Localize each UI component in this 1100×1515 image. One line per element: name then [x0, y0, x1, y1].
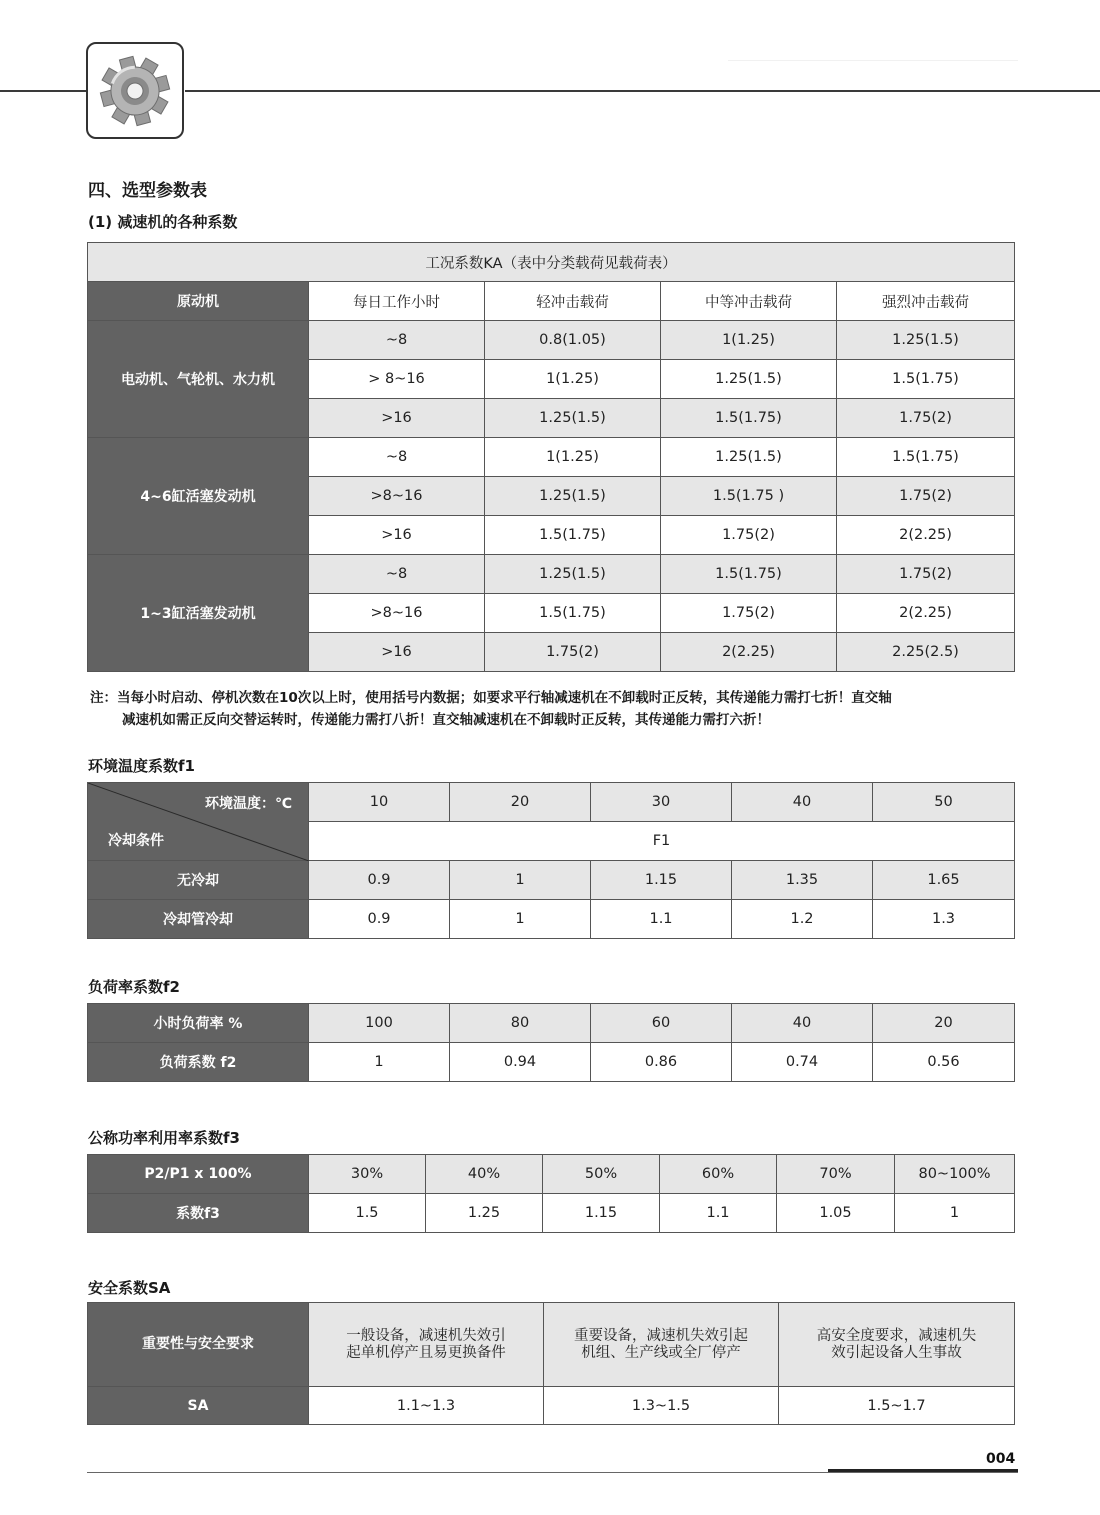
f3-value-cell: 1.5	[309, 1194, 426, 1233]
hours-cell: ~8	[309, 555, 485, 594]
f3-row-label: P2/P1 x 100%	[88, 1155, 309, 1194]
ka-header-medium: 中等冲击载荷	[661, 282, 837, 321]
prime-mover-label: 4~6缸活塞发动机	[88, 438, 309, 555]
light-load-cell: 1.25(1.5)	[485, 477, 661, 516]
heavy-load-cell: 1.75(2)	[837, 477, 1015, 516]
f2-value-cell: 40	[732, 1004, 873, 1043]
medium-load-cell: 1.5(1.75)	[661, 555, 837, 594]
heavy-load-cell: 1.25(1.5)	[837, 321, 1015, 360]
f3-row-label: 系数f3	[88, 1194, 309, 1233]
table-row	[88, 1303, 1015, 1387]
sa-requirement-cell	[309, 1303, 544, 1387]
medium-load-cell: 1.5(1.75)	[661, 399, 837, 438]
footer-rule	[87, 1472, 1018, 1473]
f1-value-cell: 0.9	[309, 900, 450, 939]
f3-value-cell: 1.15	[543, 1194, 660, 1233]
f1-value-cell: 1.15	[591, 861, 732, 900]
sa-value-cell: 1.1~1.3	[309, 1387, 544, 1425]
f3-title: 公称功率利用率系数f3	[88, 1129, 240, 1147]
ka-header-heavy: 强烈冲击载荷	[837, 282, 1015, 321]
f2-title: 负荷率系数f2	[88, 978, 180, 996]
light-load-cell: 1(1.25)	[485, 360, 661, 399]
light-load-cell: 1(1.25)	[485, 438, 661, 477]
hours-cell: >8~16	[309, 477, 485, 516]
f1-corner-cell	[88, 783, 309, 861]
light-load-cell: 1.75(2)	[485, 633, 661, 672]
temperature-header: 10	[309, 783, 450, 822]
f3-value-cell: 70%	[777, 1155, 895, 1194]
sa-value-cell: 1.5~1.7	[779, 1387, 1015, 1425]
table-row	[88, 555, 1015, 594]
requirement-line: 起单机停产且易更换备件	[346, 1344, 506, 1361]
light-load-cell: 0.8(1.05)	[485, 321, 661, 360]
f3-value-cell: 1.1	[660, 1194, 777, 1233]
page-number: 004	[986, 1451, 1016, 1467]
subsection-title: (1) 减速机的各种系数	[88, 213, 238, 231]
requirement-line: 一般设备，减速机失效引	[346, 1327, 506, 1344]
note-text	[90, 687, 1030, 731]
light-load-cell: 1.5(1.75)	[485, 594, 661, 633]
medium-load-cell: 1.5(1.75 )	[661, 477, 837, 516]
f1-value-cell: 1.2	[732, 900, 873, 939]
table-row	[88, 1004, 1015, 1043]
hours-cell: >16	[309, 633, 485, 672]
temperature-header: 50	[873, 783, 1015, 822]
hours-cell: >8~16	[309, 594, 485, 633]
medium-load-cell: 1.25(1.5)	[661, 438, 837, 477]
requirement-line: 高安全度要求，减速机失	[816, 1327, 977, 1344]
f3-value-cell: 60%	[660, 1155, 777, 1194]
f3-value-cell: 30%	[309, 1155, 426, 1194]
light-load-cell: 1.25(1.5)	[485, 555, 661, 594]
ka-header-hours: 每日工作小时	[309, 282, 485, 321]
ka-header-prime-mover: 原动机	[88, 282, 309, 321]
hours-cell: > 8~16	[309, 360, 485, 399]
requirement-line: 效引起设备人生事故	[831, 1344, 962, 1361]
sa-header-label: 重要性与安全要求	[88, 1303, 309, 1387]
prime-mover-label: 电动机、气轮机、水力机	[88, 321, 309, 438]
requirement-line: 重要设备，减速机失效引起	[574, 1327, 748, 1344]
power-utilization-f3-table	[87, 1154, 1015, 1233]
table-row	[88, 1155, 1015, 1194]
requirement-line: 机组、生产线或全厂停产	[581, 1344, 741, 1361]
medium-load-cell: 1(1.25)	[661, 321, 837, 360]
heavy-load-cell: 2(2.25)	[837, 516, 1015, 555]
hours-cell: >16	[309, 516, 485, 555]
heavy-load-cell: 1.75(2)	[837, 399, 1015, 438]
note-line-2: 减速机如需正反向交替运转时，传递能力需打八折！直交轴减速机在不卸载时正反转，其传递能力需打六折！	[122, 712, 770, 728]
f1-value-cell: 0.9	[309, 861, 450, 900]
cooling-condition-label: 无冷却	[88, 861, 309, 900]
f2-value-cell: 60	[591, 1004, 732, 1043]
light-load-cell: 1.25(1.5)	[485, 399, 661, 438]
table-row	[88, 1043, 1015, 1082]
sa-requirement-cell	[544, 1303, 779, 1387]
temperature-header: 20	[450, 783, 591, 822]
f2-value-cell: 0.56	[873, 1043, 1015, 1082]
f2-value-cell: 80	[450, 1004, 591, 1043]
f1-title: 环境温度系数f1	[88, 757, 195, 775]
cooling-condition-label: 冷却管冷却	[88, 900, 309, 939]
f2-row-label: 小时负荷率 %	[88, 1004, 309, 1043]
header-rule-faint	[728, 60, 1018, 61]
f1-value-cell: 1	[450, 861, 591, 900]
ka-header-light: 轻冲击载荷	[485, 282, 661, 321]
f2-value-cell: 0.94	[450, 1043, 591, 1082]
medium-load-cell: 1.75(2)	[661, 516, 837, 555]
safety-factor-sa-table	[87, 1302, 1015, 1425]
heavy-load-cell: 2(2.25)	[837, 594, 1015, 633]
medium-load-cell: 2(2.25)	[661, 633, 837, 672]
f2-row-label: 负荷系数 f2	[88, 1043, 309, 1082]
f3-value-cell: 40%	[426, 1155, 543, 1194]
f2-value-cell: 1	[309, 1043, 450, 1082]
corner-temperature-label: 环境温度：℃	[205, 796, 292, 812]
f2-value-cell: 100	[309, 1004, 450, 1043]
table-row	[88, 321, 1015, 360]
f3-value-cell: 80~100%	[895, 1155, 1015, 1194]
header-rule-right	[185, 90, 1100, 92]
f2-value-cell: 0.74	[732, 1043, 873, 1082]
service-factor-ka-table	[87, 242, 1015, 672]
f3-value-cell: 50%	[543, 1155, 660, 1194]
f1-value-cell: 1.1	[591, 900, 732, 939]
f3-value-cell: 1	[895, 1194, 1015, 1233]
heavy-load-cell: 1.75(2)	[837, 555, 1015, 594]
hours-cell: >16	[309, 399, 485, 438]
sa-title: 安全系数SA	[88, 1279, 171, 1297]
light-load-cell: 1.5(1.75)	[485, 516, 661, 555]
f1-value-cell: 1.3	[873, 900, 1015, 939]
f1-label: F1	[309, 822, 1015, 861]
table-row	[88, 861, 1015, 900]
sa-row-label: SA	[88, 1387, 309, 1425]
ka-table-caption: 工况系数KA（表中分类载荷见载荷表）	[88, 243, 1015, 282]
f1-value-cell: 1	[450, 900, 591, 939]
hours-cell: ~8	[309, 438, 485, 477]
sa-requirement-cell	[779, 1303, 1015, 1387]
temperature-header: 30	[591, 783, 732, 822]
medium-load-cell: 1.75(2)	[661, 594, 837, 633]
temperature-header: 40	[732, 783, 873, 822]
table-row	[88, 1194, 1015, 1233]
hours-cell: ~8	[309, 321, 485, 360]
heavy-load-cell: 2.25(2.5)	[837, 633, 1015, 672]
f3-value-cell: 1.05	[777, 1194, 895, 1233]
prime-mover-label: 1~3缸活塞发动机	[88, 555, 309, 672]
f1-value-cell: 1.35	[732, 861, 873, 900]
note-line-1: 注：当每小时启动、停机次数在10次以上时，使用括号内数据；如要求平行轴减速机在不卸载时正反转，其传递能力需打七折！直交轴	[90, 690, 892, 706]
heavy-load-cell: 1.5(1.75)	[837, 360, 1015, 399]
ambient-temperature-f1-table	[87, 782, 1015, 939]
sa-value-cell: 1.3~1.5	[544, 1387, 779, 1425]
f2-value-cell: 0.86	[591, 1043, 732, 1082]
f1-value-cell: 1.65	[873, 861, 1015, 900]
section-title: 四、选型参数表	[88, 181, 207, 201]
gear-icon	[94, 51, 176, 131]
table-row	[88, 900, 1015, 939]
medium-load-cell: 1.25(1.5)	[661, 360, 837, 399]
gear-logo	[86, 42, 184, 139]
f3-value-cell: 1.25	[426, 1194, 543, 1233]
load-rate-f2-table	[87, 1003, 1015, 1082]
table-row	[88, 1387, 1015, 1425]
heavy-load-cell: 1.5(1.75)	[837, 438, 1015, 477]
corner-cooling-label: 冷却条件	[108, 833, 164, 849]
header-rule-left	[0, 90, 86, 92]
footer-accent-rule	[828, 1469, 1018, 1472]
f2-value-cell: 20	[873, 1004, 1015, 1043]
table-row	[88, 438, 1015, 477]
